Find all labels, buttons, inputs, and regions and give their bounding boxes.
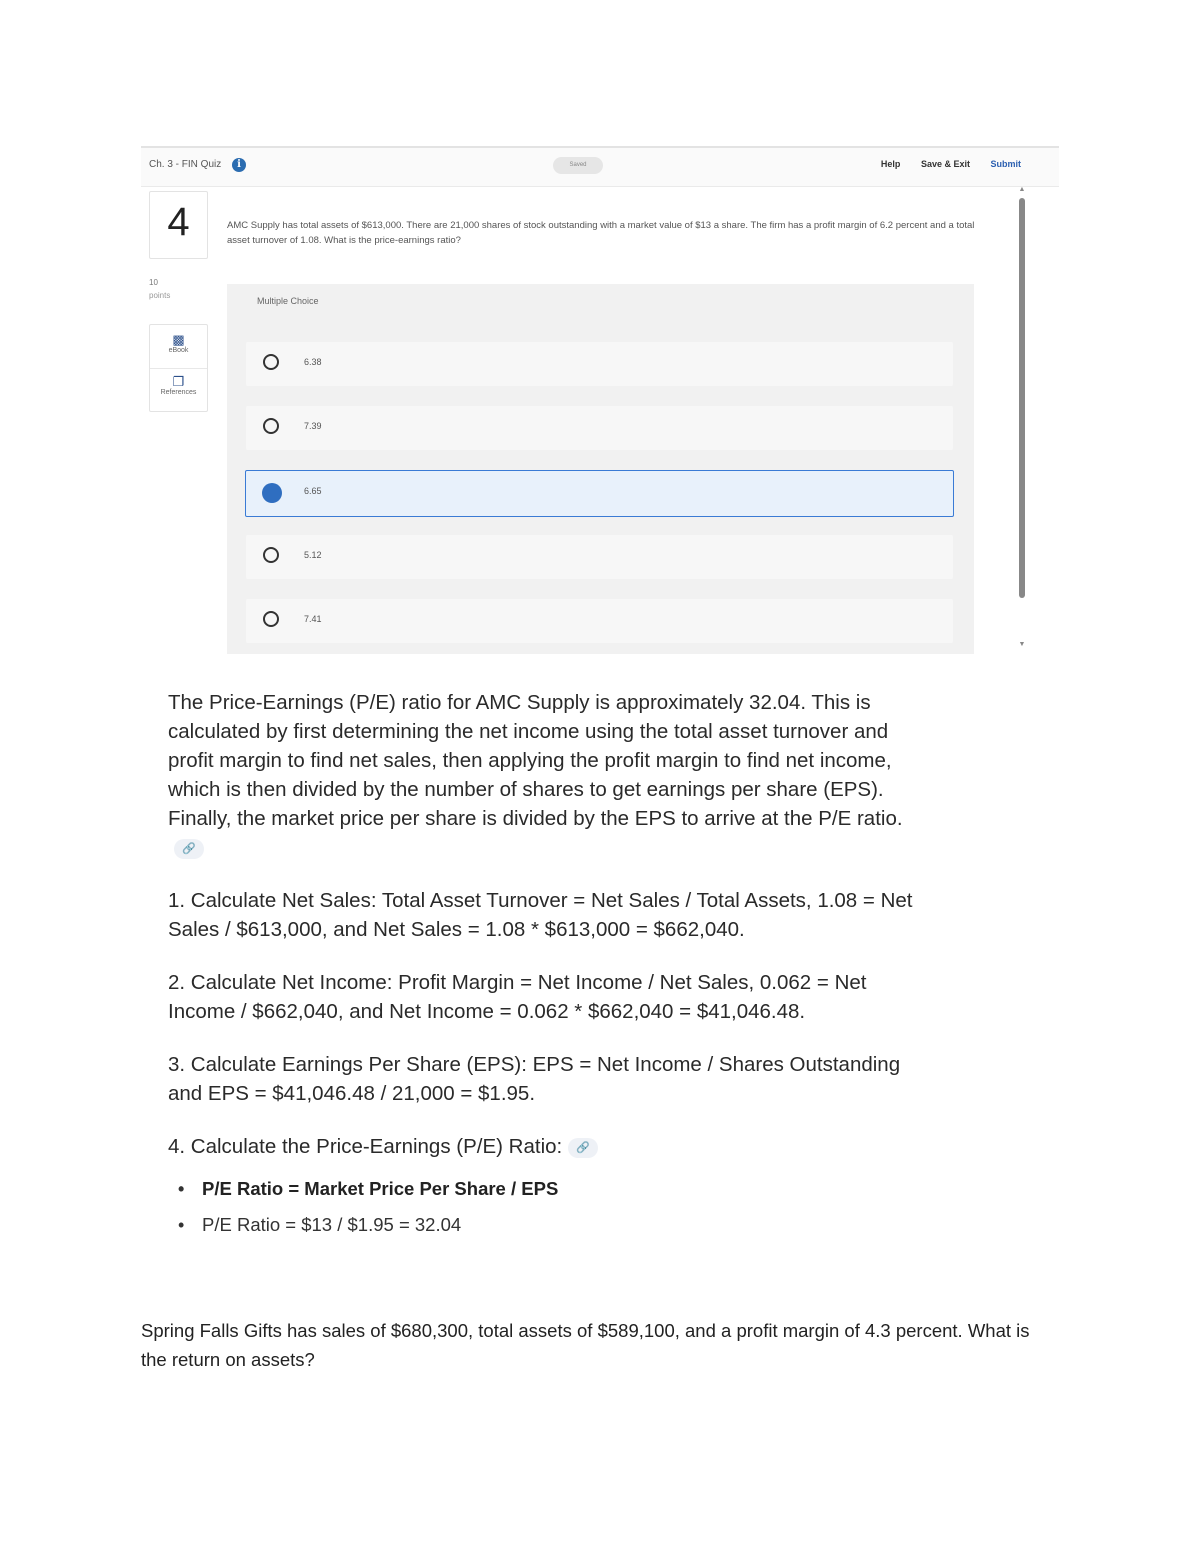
quiz-top-bar (141, 146, 1059, 187)
scroll-down-arrow-icon[interactable]: ▼ (1018, 641, 1026, 648)
link-icon[interactable]: 🔗 (174, 839, 204, 859)
radio-button[interactable] (263, 611, 279, 627)
multiple-choice-label: Multiple Choice (257, 296, 319, 306)
option-label: 5.12 (304, 550, 322, 560)
help-link[interactable]: Help (880, 159, 901, 169)
saved-status: Saved (553, 157, 603, 174)
quiz-title: Ch. 3 - FIN Quiz (149, 159, 222, 170)
points-label: points (149, 291, 171, 300)
save-exit-link[interactable]: Save & Exit (920, 159, 970, 169)
answer-option[interactable] (246, 342, 953, 386)
option-label: 7.41 (304, 614, 322, 624)
step-4 (168, 1132, 938, 1161)
bullet-result: • P/E Ratio = $13 / $1.95 = 32.04 (168, 1207, 938, 1243)
answer-option[interactable] (246, 599, 953, 643)
radio-button[interactable] (263, 354, 279, 370)
option-label: 7.39 (304, 421, 322, 431)
answer-intro (168, 688, 938, 862)
copy-icon: ❐ (172, 374, 185, 389)
multiple-choice-panel (227, 284, 974, 654)
answer-option-selected[interactable] (245, 470, 954, 517)
step-2: 2. Calculate Net Income: Profit Margin = Net Income / Net Sales, 0.062 = Net Income / $662,040, and Net Income = 0.062 * $662,040 = $41,046.48. (168, 971, 867, 1023)
radio-button-selected[interactable] (262, 483, 282, 503)
ebook-tool[interactable] (150, 333, 207, 354)
option-label: 6.38 (304, 357, 322, 367)
answer-option[interactable] (246, 535, 953, 579)
book-icon: ▩ (172, 332, 185, 347)
answer-option[interactable] (246, 406, 953, 450)
submit-link[interactable]: Submit (990, 159, 1021, 169)
top-links (863, 159, 1021, 169)
pe-bullets (168, 1171, 938, 1243)
step-4-text: 4. Calculate the Price-Earnings (P/E) Ratio: (168, 1135, 563, 1158)
radio-button[interactable] (263, 418, 279, 434)
question-number-box (149, 191, 208, 259)
ebook-label: eBook (168, 347, 189, 354)
tools-divider (150, 368, 207, 369)
question-number: 4 (167, 200, 190, 244)
tools-panel (149, 324, 208, 412)
radio-button[interactable] (263, 547, 279, 563)
references-label: References (160, 389, 197, 396)
references-tool[interactable] (150, 375, 207, 396)
link-icon[interactable]: 🔗 (568, 1138, 598, 1158)
answer-explanation (168, 688, 938, 1243)
step-1: 1. Calculate Net Sales: Total Asset Turnover = Net Sales / Total Assets, 1.08 = Net Sales / $613,000, and Net Sales = 1.08 * $613,000 = $662,040. (168, 889, 913, 941)
scroll-up-arrow-icon[interactable]: ▲ (1018, 186, 1026, 193)
step-3: 3. Calculate Earnings Per Share (EPS): EPS = Net Income / Shares Outstanding and EPS = $41,046.48 / 21,000 = $1.95. (168, 1053, 901, 1105)
bullet-formula: • P/E Ratio = Market Price Per Share / EPS (168, 1171, 938, 1207)
answer-intro-text: The Price-Earnings (P/E) ratio for AMC Supply is approximately 32.04. This is calculated by first determining the net income using the total asset turnover and profit margin to find net sales, then applying the profit margin to find net income, which is then divided by the number of shares to get earnings per share (EPS). Finally, the market price per share is divided by the EPS to arrive at the P/E ratio. (168, 691, 903, 830)
next-question-text: Spring Falls Gifts has sales of $680,300, total assets of $589,100, and a profit margin of 4.3 percent. What is the return on assets? (141, 1320, 1030, 1370)
points-value: 10 (149, 278, 158, 287)
option-label: 6.65 (304, 486, 322, 496)
scroll-thumb[interactable] (1019, 198, 1025, 598)
scrollbar[interactable] (1018, 186, 1026, 654)
question-text: AMC Supply has total assets of $613,000. There are 21,000 shares of stock outstanding with a market value of $13 a share. The firm has a profit margin of 6.2 percent and a total asset turnover of 1.08. What is the price-earnings ratio? (227, 220, 975, 246)
info-icon[interactable]: i (232, 158, 246, 172)
quiz-screenshot (141, 146, 1059, 656)
